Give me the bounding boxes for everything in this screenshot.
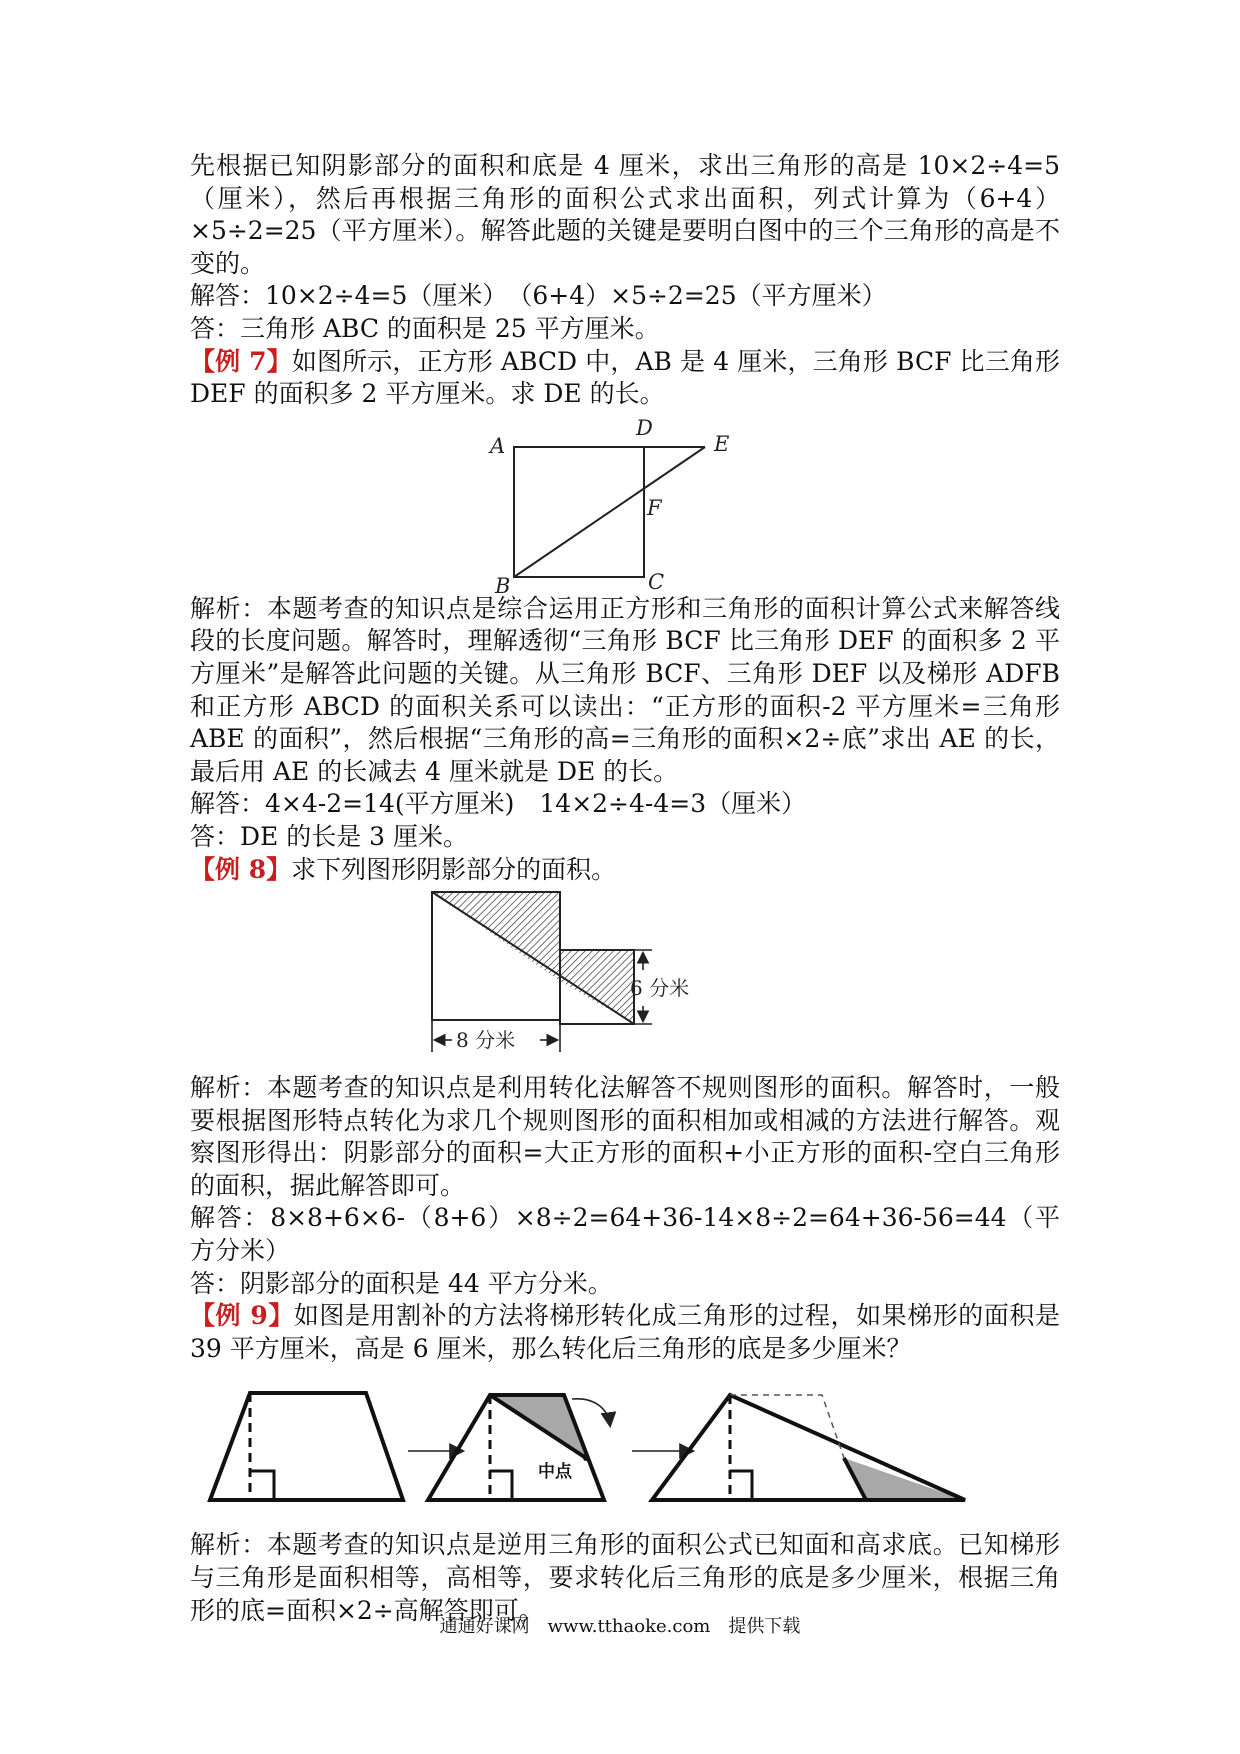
shaded-region-small-square — [560, 950, 634, 1024]
trapezoid-cut — [428, 1395, 610, 1500]
example-7-solution: 解答：4×4-2=14(平方厘米) 14×2÷4-4=3（厘米） — [190, 789, 807, 819]
rotate-arrow — [572, 1399, 610, 1425]
resulting-triangle — [652, 1395, 965, 1500]
square-abcd — [514, 447, 644, 577]
figure-trapezoid-transform — [190, 1365, 1060, 1529]
example-7-analysis: 解析：本题考查的知识点是综合运用正方形和三角形的面积计算公式来解答线段的长度问题。解答时，理解透彻“三角形 BCF 比三角形 DEF 的面积多 2 平方厘米”是解答此问题的关键。从三角形 BCF、三角形 DEF 以及梯形 ADFB 和正方形 ABCD 的面积关系可以读出：“正方形的面积-2 平方厘米=三角形 ABE 的面积”，然后根据“三角形的高=三角形的面积×2÷底”求出 AE 的长，最后用 AE 的长减去 4 厘米就是 DE 的长。 — [190, 593, 1060, 786]
footer-source: 通通好课网 www.tthaoke.com 提供下载 — [439, 1616, 801, 1637]
example-8-solution: 解答：8×8+6×6-（8+6）×8÷2=64+36-14×8÷2=64+36-56=44（平方分米） — [190, 1203, 1060, 1266]
label-c: C — [648, 569, 665, 593]
example-8-analysis: 解析：本题考查的知识点是利用转化法解答不规则图形的面积。解答时，一般要根据图形特点转化为求几个规则图形的面积相加或相减的方法进行解答。观察图形得出：阴影部分的面积=大正方形的面积+小正方形的面积-空白三角形的面积，据此解答即可。 — [190, 1073, 1060, 1200]
example-7-question-text: 如图所示，正方形 ABCD 中，AB 是 4 厘米，三角形 BCF 比三角形 DEF 的面积多 2 平方厘米。求 DE 的长。 — [190, 346, 1060, 409]
label-8dm: 8 分米 — [456, 1028, 516, 1053]
label-6dm: 6 分米 — [630, 976, 690, 1001]
example-9-question — [190, 1300, 1060, 1365]
example-8-question — [190, 854, 1060, 887]
example-8-mark: 【例 8】 — [190, 854, 292, 884]
two-squares-diagram — [190, 886, 1060, 1072]
segment-be — [514, 447, 705, 577]
label-f: F — [647, 495, 662, 520]
label-e: E — [714, 431, 730, 456]
example-7-mark: 【例 7】 — [190, 346, 292, 376]
label-a: A — [490, 433, 506, 458]
label-b: B — [495, 573, 511, 593]
example-9-mark: 【例 9】 — [190, 1301, 294, 1331]
content — [190, 150, 1060, 1627]
paragraph-prev-solution: 解答：10×2÷4=5（厘米） （6+4）×5÷2=25（平方厘米） — [190, 281, 887, 311]
paragraph-prev-answer: 答：三角形 ABC 的面积是 25 平方厘米。 — [190, 313, 660, 343]
label-midpoint: 中点 — [538, 1462, 572, 1483]
example-8-question-text: 求下列图形阴影部分的面积。 — [291, 854, 617, 884]
figure-square-abcd — [190, 411, 1060, 593]
figure-two-squares — [190, 886, 1060, 1072]
paragraph-prev-analysis: 先根据已知阴影部分的面积和底是 4 厘米，求出三角形的高是 10×2÷4=5（厘米），然后再根据三角形的面积公式求出面积，列式计算为（6+4）×5÷2=25（平方厘米）。解答此题的关键是要明白图中的三个三角形的高是不变的。 — [190, 151, 1060, 278]
example-8-answer: 答：阴影部分的面积是 44 平方分米。 — [190, 1268, 613, 1298]
square-abcd-diagram — [190, 411, 1060, 593]
example-7-answer: 答：DE 的长是 3 厘米。 — [190, 821, 469, 851]
example-9-question-text: 如图是用割补的方法将梯形转化成三角形的过程，如果梯形的面积是 39 平方厘米，高是 6 厘米，那么转化后三角形的底是多少厘米？ — [190, 1301, 1060, 1363]
trapezoid-original — [210, 1393, 403, 1500]
trapezoid-transform-diagram — [190, 1365, 1060, 1529]
example-9-analysis: 解析：本题考查的知识点是逆用三角形的面积公式已知面和高求底。已知梯形与三角形是面积相等，高相等，要求转化后三角形的底是多少厘米，根据三角形的底=面积×2÷高解答即可。 — [190, 1530, 1060, 1625]
label-d: D — [636, 415, 653, 440]
example-7-question — [190, 346, 1060, 411]
